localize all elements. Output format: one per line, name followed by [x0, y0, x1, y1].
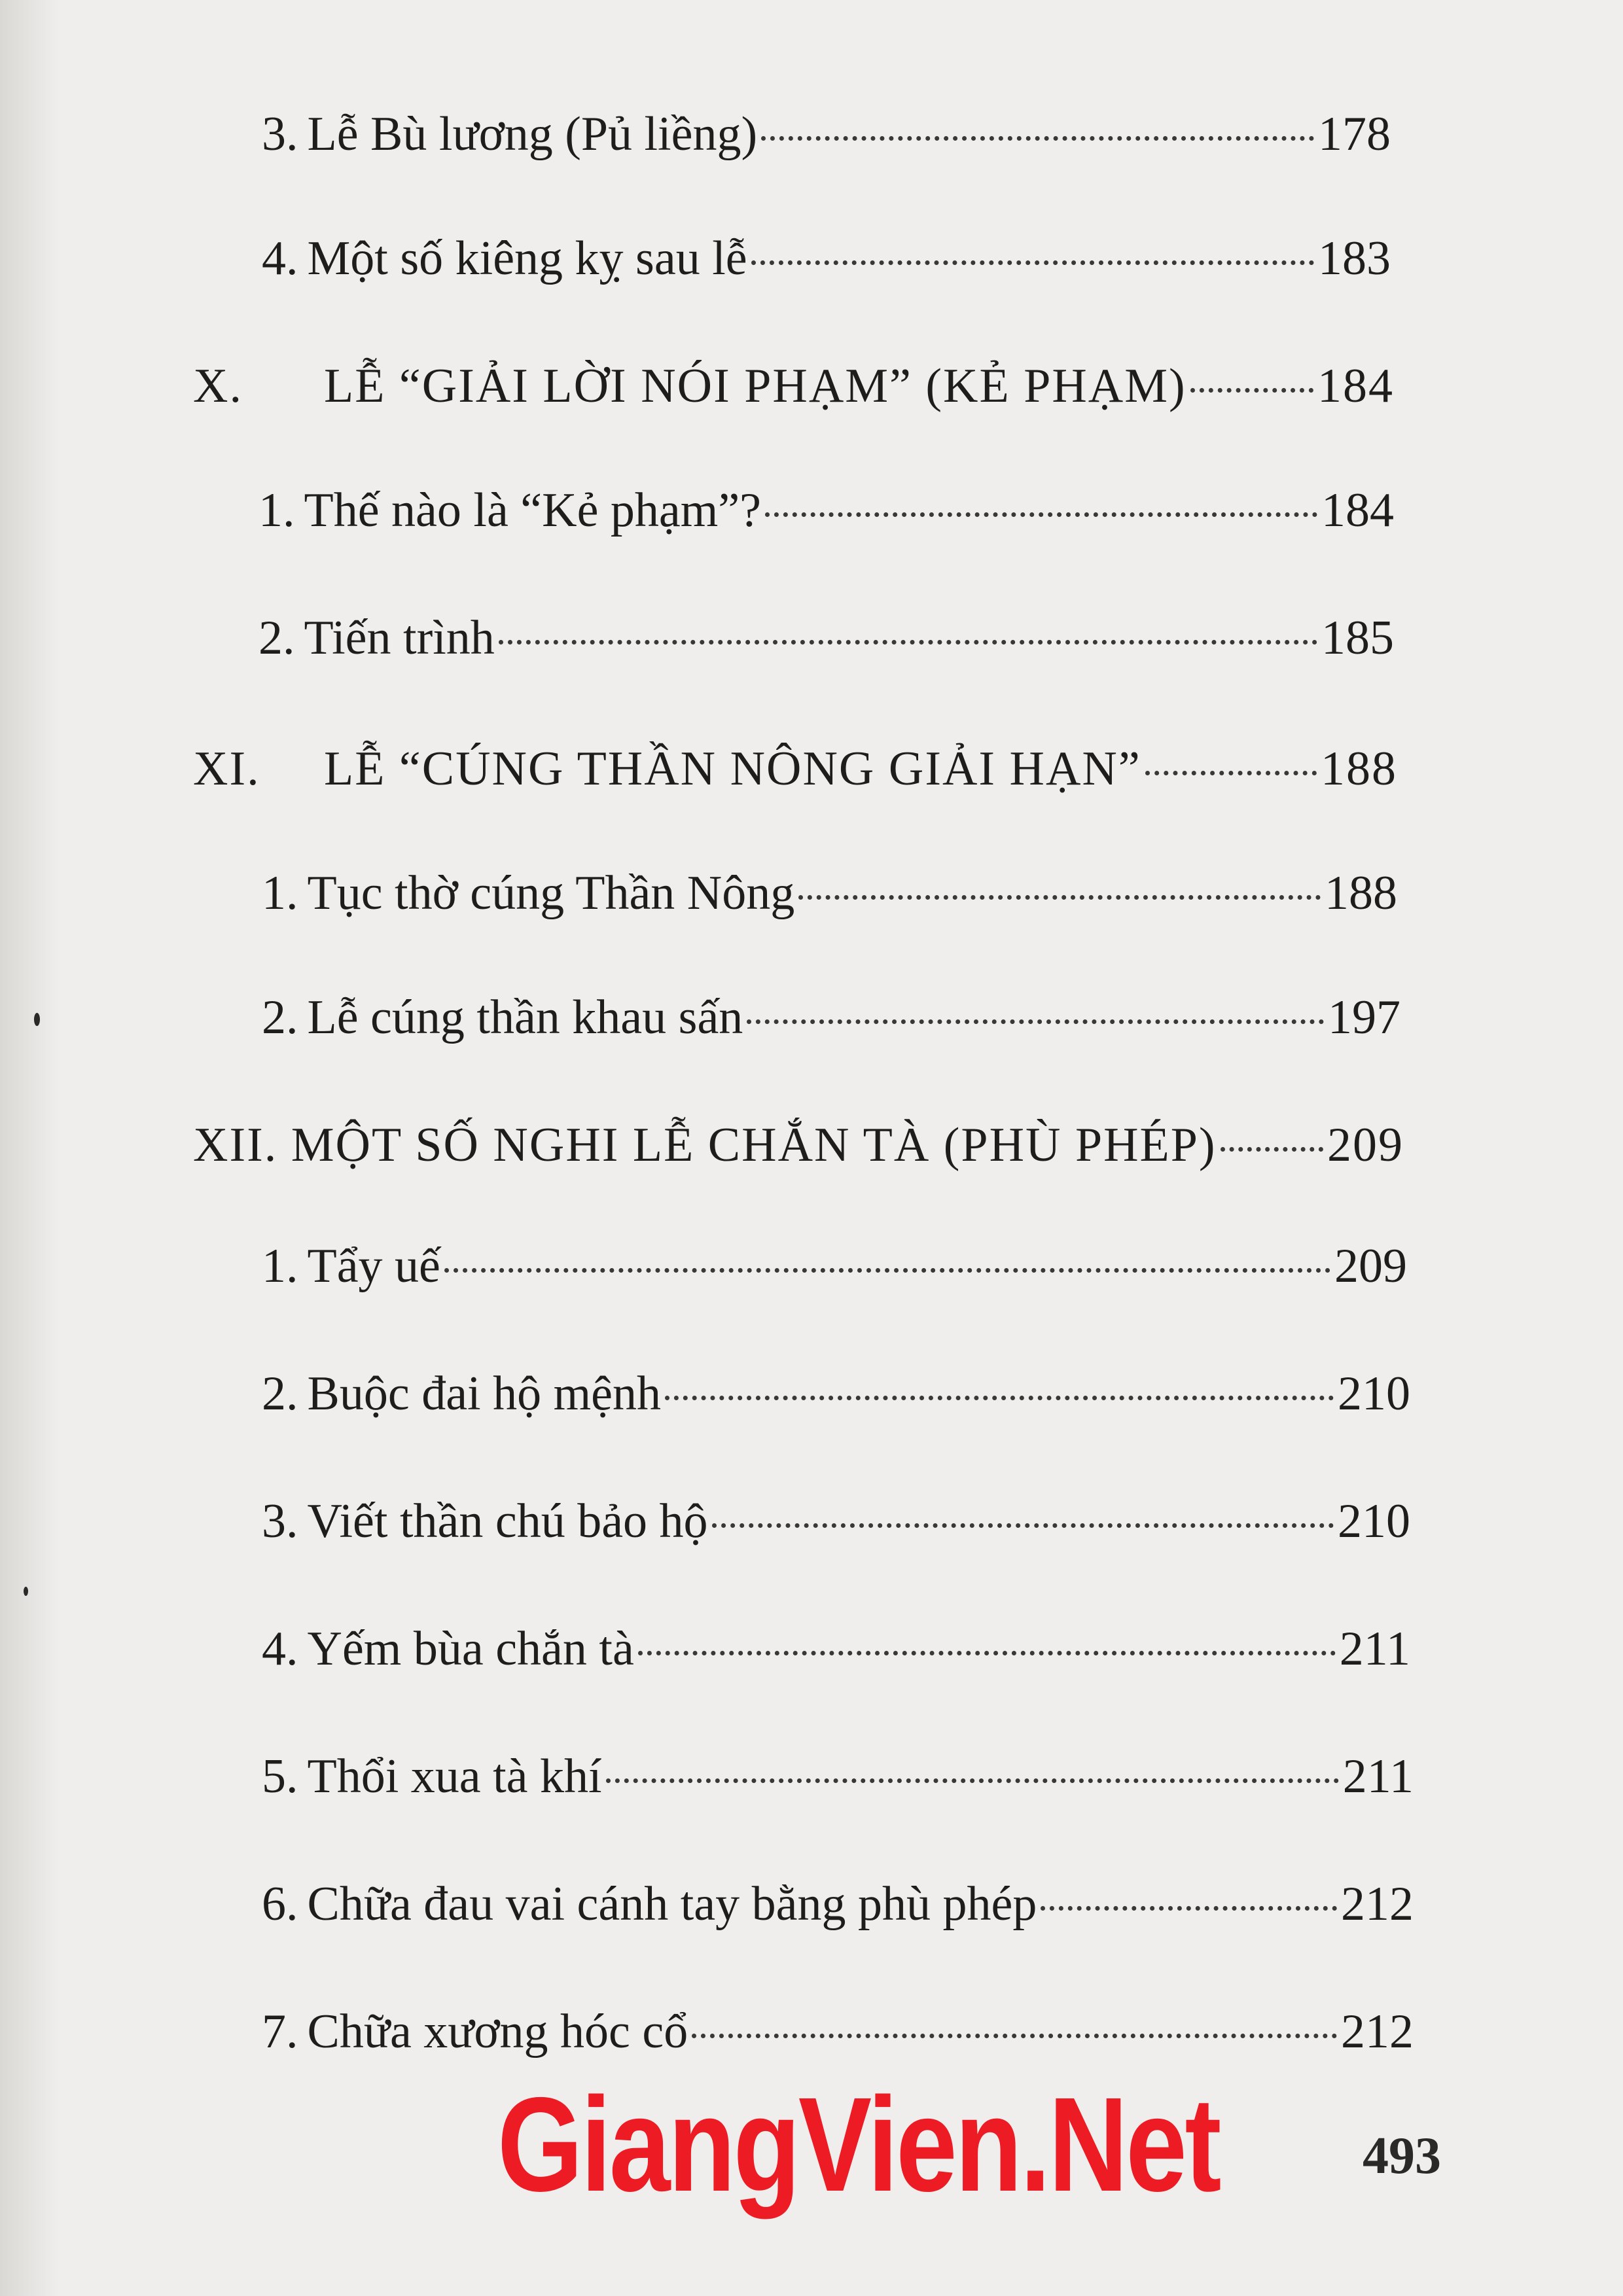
- entry-title: Tẩy uế: [307, 1239, 440, 1293]
- entry-title: Một số kiêng kỵ sau lễ: [307, 232, 747, 285]
- toc-entry[interactable]: [262, 1740, 1414, 1812]
- entry-page: 211: [1342, 1750, 1414, 1803]
- section-title-text: MỘT SỐ NGHI LỄ CHẮN TÀ (PHÙ PHÉP): [291, 1118, 1217, 1172]
- toc-entry[interactable]: [262, 1358, 1410, 1430]
- entry-page: 209: [1334, 1239, 1407, 1293]
- toc-entry[interactable]: [262, 981, 1400, 1053]
- dot-leader: [1145, 771, 1317, 775]
- entry-page: 210: [1338, 1494, 1410, 1548]
- entry-title: Thế nào là “Kẻ phạm”?: [304, 484, 762, 537]
- section-number: XII.: [193, 1118, 278, 1172]
- dot-leader: [499, 640, 1317, 645]
- entry-number: 1.: [262, 1239, 298, 1293]
- toc-entry[interactable]: [259, 602, 1394, 674]
- entry-number: 3.: [262, 1494, 298, 1548]
- entry-title: Yếm bùa chắn tà: [307, 1622, 634, 1676]
- entry-number: 3.: [262, 107, 298, 161]
- entry-number: 1.: [262, 866, 298, 920]
- entry-page: 188: [1321, 742, 1397, 796]
- section-number: X.: [193, 359, 243, 413]
- entry-page: 188: [1325, 866, 1397, 920]
- entry-page: 211: [1339, 1622, 1410, 1676]
- entry-title: Tiến trình: [304, 611, 495, 665]
- entry-number: 2.: [259, 611, 295, 665]
- entry-title: Buộc đai hộ mệnh: [307, 1367, 662, 1421]
- entry-page: 212: [1341, 1877, 1414, 1931]
- entry-title: Chữa xương hóc cổ: [307, 2005, 688, 2058]
- entry-title: Viết thần chú bảo hộ: [307, 1494, 708, 1548]
- toc-entry[interactable]: [262, 1230, 1407, 1302]
- entry-number: 6.: [262, 1877, 298, 1931]
- toc-entry[interactable]: [259, 474, 1394, 546]
- entry-number: 2.: [262, 991, 298, 1044]
- toc-section-entry[interactable]: [193, 1109, 1404, 1181]
- dot-leader: [1190, 388, 1313, 393]
- toc-entry[interactable]: [262, 1868, 1414, 1940]
- entry-number: 5.: [262, 1750, 298, 1803]
- entry-title: Tục thờ cúng Thần Nông: [307, 866, 795, 920]
- dot-leader: [751, 260, 1314, 265]
- entry-page: 210: [1338, 1367, 1410, 1421]
- entry-number: 2.: [262, 1367, 298, 1421]
- dot-leader: [747, 1019, 1324, 1024]
- entry-title: Lễ Bù lương (Pủ liềng): [307, 107, 758, 161]
- dot-leader: [444, 1268, 1330, 1273]
- dot-leader: [765, 512, 1317, 517]
- entry-title: Thổi xua tà khí: [307, 1750, 602, 1803]
- dot-leader: [665, 1396, 1334, 1400]
- entry-page: 209: [1327, 1118, 1404, 1172]
- dot-leader: [692, 2034, 1337, 2038]
- toc-entry[interactable]: [262, 1485, 1410, 1557]
- entry-page: 178: [1318, 107, 1391, 161]
- entry-page: 185: [1321, 611, 1394, 665]
- entry-page: 197: [1328, 991, 1400, 1044]
- dot-leader: [1041, 1906, 1337, 1911]
- toc-section-entry[interactable]: [193, 733, 1397, 805]
- toc-entry[interactable]: [262, 222, 1391, 294]
- section-title: LỄ “CÚNG THẦN NÔNG GIẢI HẠN”: [324, 742, 1141, 796]
- entry-title: Lễ cúng thần khau sấn: [307, 991, 743, 1044]
- entry-number: 4.: [262, 1622, 298, 1676]
- toc-entry[interactable]: [262, 1996, 1414, 2068]
- section-number: XI.: [193, 742, 260, 796]
- entry-page: 183: [1318, 232, 1391, 285]
- toc-entry[interactable]: [262, 1613, 1410, 1685]
- entry-title: Chữa đau vai cánh tay bằng phù phép: [307, 1877, 1037, 1931]
- toc-section-entry[interactable]: [193, 350, 1394, 422]
- section-title: [193, 1109, 1217, 1181]
- entry-page: 184: [1317, 359, 1394, 413]
- entry-number: 4.: [262, 232, 298, 285]
- entry-number: 7.: [262, 2005, 298, 2058]
- dot-leader: [798, 895, 1321, 900]
- dot-leader: [606, 1778, 1339, 1783]
- dot-leader: [761, 136, 1314, 141]
- entry-page: 184: [1321, 484, 1394, 537]
- page-number: 493: [1363, 2127, 1441, 2185]
- dot-leader: [712, 1523, 1334, 1528]
- dot-leader: [1221, 1147, 1323, 1152]
- toc-entry[interactable]: [262, 98, 1391, 170]
- section-title: LỄ “GIẢI LỜI NÓI PHẠM” (KẺ PHẠM): [324, 359, 1186, 413]
- toc-entry[interactable]: [262, 857, 1397, 929]
- entry-number: 1.: [259, 484, 295, 537]
- entry-page: 212: [1341, 2005, 1414, 2058]
- dot-leader: [638, 1651, 1336, 1655]
- watermark-logo: GiangVien.Net: [497, 2070, 1220, 2219]
